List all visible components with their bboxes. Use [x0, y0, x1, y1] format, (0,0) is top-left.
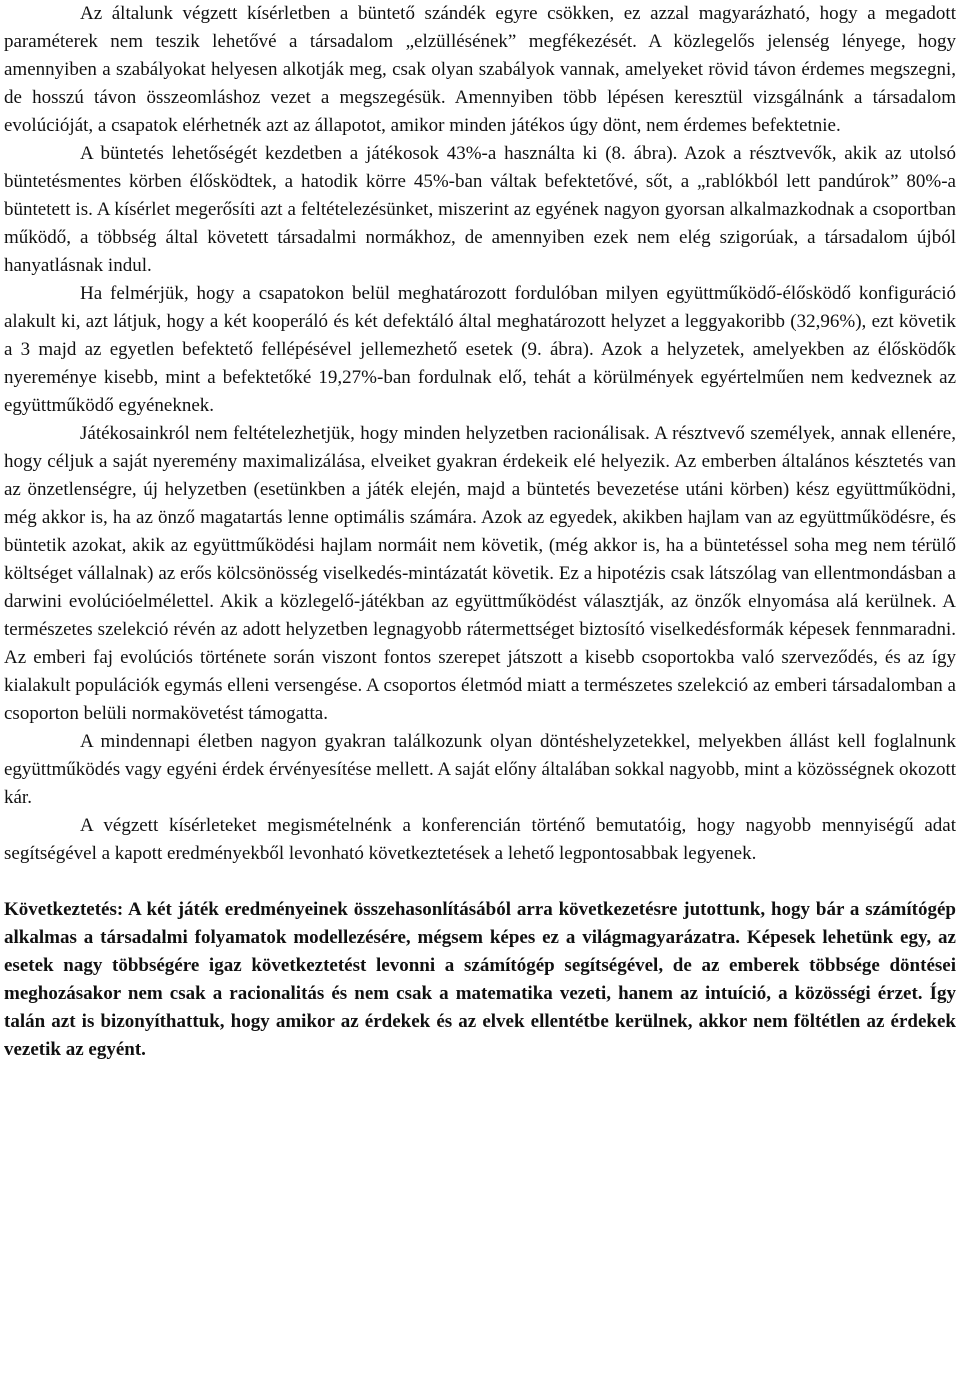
paragraph-3: Ha felmérjük, hogy a csapatokon belül meghatározott fordulóban milyen együttműködő-élősködő konfiguráció alakult ki, azt látjuk, hogy a két kooperáló és két defektáló által meghatározott helyzet a leggyakoribb (32,96%), ezt követik a 3 majd az egyetlen befektető fellépésével jellemezhető esetek (9. ábra). Azok a helyzetek, amelyekben az élősködők nyereménye kisebb, mint a befektetőké 19,27%-ban fordulnak elő, tehát a körülmények egyértelműen nem kedveznek az együttműködő egyéneknek.	[4, 283, 956, 416]
paragraph-6: A végzett kísérleteket megismételnénk a konferencián történő bemutatóig, hogy nagyobb mennyiségű adat segítségével a kapott eredményekből levonható következtetések a lehető legpontosabbak legyenek.	[4, 815, 956, 864]
conclusion-paragraph: Következtetés: A két játék eredményeinek összehasonlításából arra következetésre jutottunk, hogy bár a számítógép alkalmas a társadalmi folyamatok modellezésére, mégsem képes ez a világmagyarázatra. Képesek lehetünk egy, az esetek nagy többségére igaz következtetést levonni a számítógép segítségével, de az emberek többsége döntései meghozásakor nem csak a racionalitás és nem csak a matematika vezeti, hanem az intuíció, a közösségi érzet. Így talán azt is bizonyíthattuk, hogy amikor az érdekek és az elvek ellentétbe kerülnek, akkor nem föltétlen az érdekek vezetik az egyént.	[4, 899, 956, 1060]
document-page	[4, 0, 956, 1064]
paragraph-4: Játékosainkról nem feltételezhetjük, hogy minden helyzetben racionálisak. A résztvevő személyek, annak ellenére, hogy céljuk a saját nyeremény maximalizálása, elveiket gyakran érdekeik elé helyezik. Az emberben általános késztetés van az önzetlenségre, új helyzetben (esetünkben a játék elején, majd a büntetés bevezetése utáni körben) kész együttműködni, még akkor is, ha az önző magatartás lenne optimális számára. Azok az egyedek, akikben hajlam van az együttműködésre, és büntetik azokat, akik az együttműködési hajlam normáit nem követik, (még akkor is, ha a büntetéssel soha meg nem térülő költséget vállalnak) az erős kölcsönösség viselkedés-mintázatát követik. Ez a hipotézis csak látszólag van ellentmondásban a darwini evolúcióelmélettel. Akik a közlegelő-játékban az együttműködést választják, az önzők elnyomása alá kerülnek. A természetes szelekció révén az adott helyzetben legnagyobb rátermettséget biztosító viselkedésformák képesek fennmaradni. Az emberi faj evolúciós története során viszont fontos szerepet játszott a kisebb csoportokba való szerveződés, és az így kialakult populációk egymás elleni versengése. A csoportos életmód miatt a természetes szelekció az emberi társadalomban a csoporton belüli normakövetést támogatta.	[4, 423, 956, 724]
paragraph-5: A mindennapi életben nagyon gyakran találkozunk olyan döntéshelyzetekkel, melyekben állást kell foglalnunk együttműködés vagy egyéni érdek érvényesítése mellett. A saját előny általában sokkal nagyobb, mint a közösségnek okozott kár.	[4, 731, 956, 808]
paragraph-2: A büntetés lehetőségét kezdetben a játékosok 43%-a használta ki (8. ábra). Azok a résztvevők, akik az utolsó büntetésmentes körben élősködtek, a hatodik körre 45%-ban váltak befektetővé, sőt, a „rablókból lett pandúrok” 80%-a büntetett is. A kísérlet megerősíti azt a feltételezésünket, miszerint az egyének nagyon gyorsan alkalmazkodnak a csoportban működő, a többség által követett társadalmi normákhoz, de amennyiben ezek nem elég szigorúak, a társadalom újból hanyatlásnak indul.	[4, 143, 956, 276]
paragraph-1: Az általunk végzett kísérletben a büntető szándék egyre csökken, ez azzal magyarázható, hogy a megadott paraméterek nem teszik lehetővé a társadalom „elzüllésének” megfékezését. A közlegelős jelenség lényege, hogy amennyiben a szabályokat helyesen alkotják meg, csak olyan szabályok vannak, amelyeket rövid távon érdemes megszegni, de hosszú távon összeomláshoz vezet a megszegésük. Amennyiben több lépésen keresztül vizsgálnánk a társadalom evolúcióját, a csapatok elérhetnék azt az állapotot, amikor minden játékos úgy dönt, nem érdemes befektetnie.	[4, 3, 956, 136]
